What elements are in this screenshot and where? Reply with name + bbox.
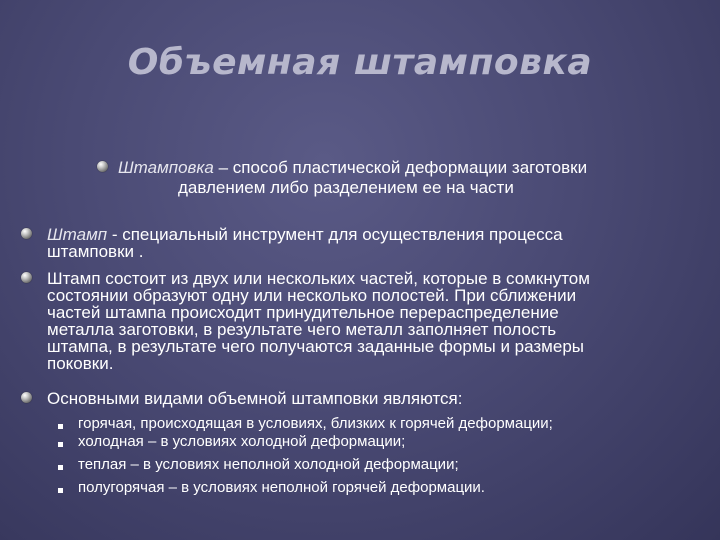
bullet-structure-line-6: поковки. <box>47 354 114 373</box>
bullet-shtamp-line-1 <box>47 226 563 243</box>
definition-term: Штамповка <box>118 158 214 177</box>
sub-item-cold: холодная – в условиях холодной деформации; <box>78 433 406 450</box>
bullet-types-heading: Основными видами объемной штамповки являются: <box>47 389 463 408</box>
bullet-structure-line-3: частей штампа происходит принудительное перераспределение <box>47 303 559 322</box>
shtamp-term: Штамп <box>47 225 108 244</box>
bullet-icon <box>21 392 32 403</box>
bullet-icon <box>21 228 32 239</box>
sub-item-warm: теплая – в условиях неполной холодной деформации; <box>78 456 459 473</box>
definition-line-1 <box>118 159 587 176</box>
shtamp-text: - специальный инструмент для осуществления процесса <box>107 225 563 244</box>
sub-item-hot: горячая, происходящая в условиях, близких к горячей деформации; <box>78 415 553 432</box>
bullet-structure-line-5: штампа, в результате чего получаются заданные формы и размеры <box>47 337 585 356</box>
definition-text: – способ пластической деформации заготовки <box>213 158 588 177</box>
bullet-shtamp-line-2: штамповки . <box>47 242 144 261</box>
slide-title: Объемная штамповка <box>127 42 593 83</box>
bullet-icon <box>21 272 32 283</box>
bullet-structure-line-1: Штамп состоит из двух или нескольких частей, которые в сомкнутом <box>47 269 590 288</box>
sub-item-semihot: полугорячая – в условиях неполной горячей деформации. <box>78 479 485 496</box>
bullet-structure-line-4: металла заготовки, в результате чего металл заполняет полость <box>47 320 557 339</box>
square-bullet-icon <box>58 442 63 447</box>
square-bullet-icon <box>58 465 63 470</box>
square-bullet-icon <box>58 488 63 493</box>
square-bullet-icon <box>58 424 63 429</box>
bullet-structure-line-2: состоянии образуют одну или несколько полостей. При сближении <box>47 286 577 305</box>
definition-line-2: давлением либо разделением ее на части <box>178 178 514 197</box>
bullet-icon <box>97 161 108 172</box>
